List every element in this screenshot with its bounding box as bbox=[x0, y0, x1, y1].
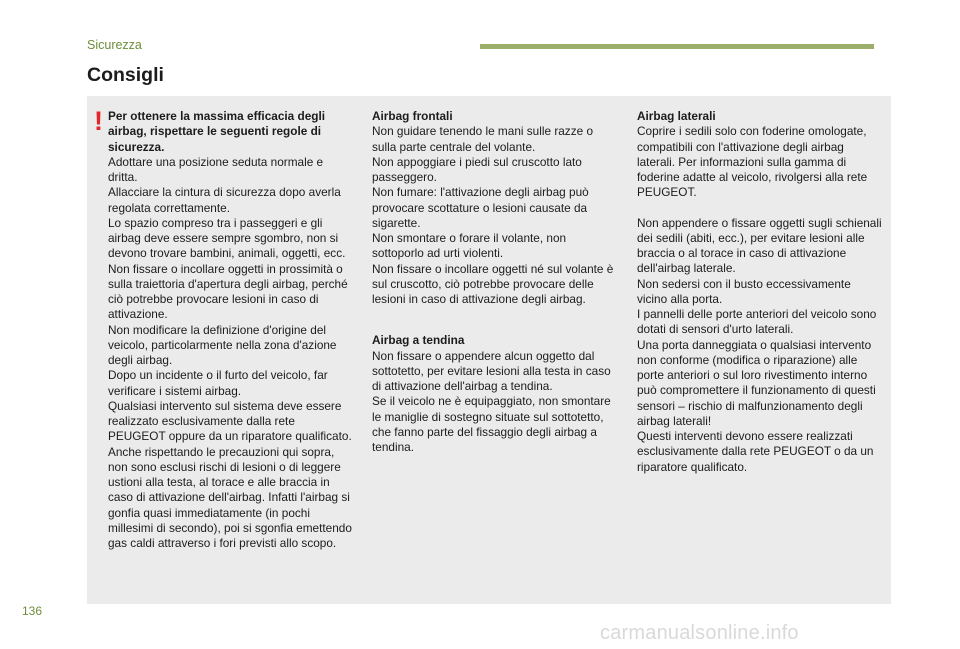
lateral-airbag-body-2: Non appendere o fissare oggetti sugli schienali dei sedili (abiti, ecc.), per evitare lesioni alle braccia o al torace in caso di attivazione dell'airbag laterale. Non sedersi con il busto eccessivamente vicino alla porta. I pannelli delle porte anteriori del veicolo sono dotati di sensori d'urto laterali. Una porta danneggiata o qualsiasi intervento non conforme (modifica o riparazione) alle porte anteriori o sul loro rivestimento interno può compromettere il funzionamento di questi sensori – rischio di malfunzionamento degli airbag laterali! Questi interventi devono essere realizzati esclusivamente dalla rete PEUGEOT o da un riparatore qualificato. bbox=[637, 215, 882, 474]
safety-rules-body: Adottare una posizione seduta normale e dritta. Allacciare la cintura di sicurezza dopo averla regolata correttamente. Lo spazio compreso tra i passeggeri e gli airbag deve essere sempre sgombro, non si devono trovare bambini, animali, oggetti, ecc. Non fissare o incollare oggetti in prossimità o sulla traiettoria d'apertura degli airbag, perché ciò potrebbe provocare lesioni in caso di attivazione. Non modificare la definizione d'origine del veicolo, particolarmente nella zona d'azione degli airbag. Dopo un incidente o il furto del veicolo, far verificare i sistemi airbag. Qualsiasi intervento sul sistema deve essere realizzato esclusivamente dalla rete PEUGEOT oppure da un riparatore qualificato. Anche rispettando le precauzioni qui sopra, non sono esclusi rischi di lesioni o di leggere ustioni alla testa, al torace e alle braccia in caso di attivazione dell'airbag. Infatti l'airbag si gonfia quasi immediatamente (in pochi millesimi di secondo), poi si sgonfia emettendo gas caldi attraverso i fori previsti allo scopo. bbox=[108, 154, 352, 550]
curtain-airbag-body: Non fissare o appendere alcun oggetto dal sottotetto, per evitare lesioni alla testa in caso di attivazione dell'airbag a tendina. Se il veicolo ne è equipaggiato, non smontare le maniglie di sostegno situate sul sottotetto, che fanno parte del fissaggio degli airbag a tendina. bbox=[372, 348, 611, 454]
page-title: Consigli bbox=[87, 64, 164, 86]
column-lateral bbox=[637, 109, 883, 475]
frontal-airbag-body: Non guidare tenendo le mani sulle razze o sulla parte centrale del volante. Non appoggiare i piedi sul cruscotto lato passeggero. Non fumare: l'attivazione degli airbag può provocare scottature o lesioni causate da sigarette. Non smontare o forare il volante, non sottoporlo ad urti violenti. Non fissare o incollare oggetti né sul volante è sul cruscotto, ciò potrebbe provocare delle lesioni in caso di attivazione degli airbag. bbox=[372, 124, 614, 306]
column-general-rules bbox=[108, 109, 354, 551]
lateral-airbag-title: Airbag laterali bbox=[637, 109, 716, 123]
lateral-airbag-body: Coprire i sedili solo con foderine omologate, compatibili con l'attivazione degli airbag laterali. Per informazioni sulla gamma di foderine adatte al veicolo, rivolgersi alla rete PEUGEOT. bbox=[637, 124, 868, 200]
safety-rules-intro: Per ottenere la massima efficacia degli airbag, rispettare le seguenti regole di sicurezza. bbox=[108, 109, 326, 154]
section-label: Sicurezza bbox=[87, 38, 142, 52]
page-number: 136 bbox=[22, 604, 43, 618]
exclamation-icon: ! bbox=[94, 106, 103, 136]
header-accent-bar bbox=[480, 44, 874, 49]
curtain-airbag-title: Airbag a tendina bbox=[372, 333, 465, 348]
frontal-airbag-title: Airbag frontali bbox=[372, 109, 453, 123]
watermark: carmanualsonline.info bbox=[600, 622, 799, 644]
column-frontal-curtain bbox=[372, 109, 618, 455]
